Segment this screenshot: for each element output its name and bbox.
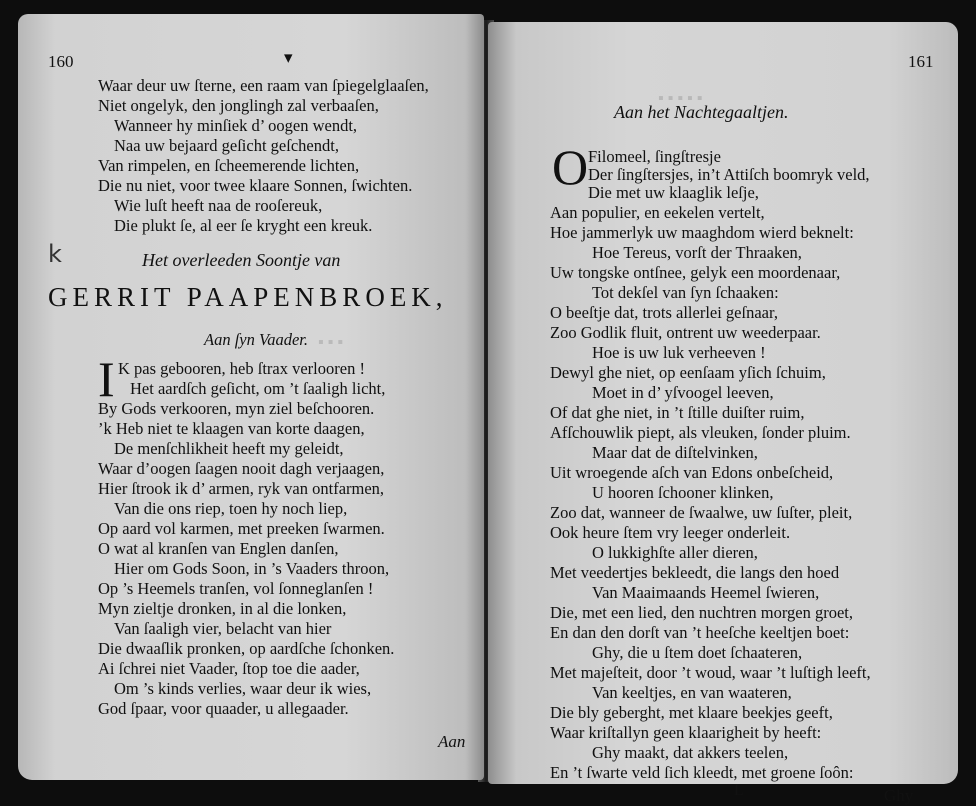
bleed-through: ▪ ▪ ▪ ▪ ▪ — [658, 90, 703, 107]
verse-line: Het aardſch geſicht, om ’t ſaaligh licht, — [130, 379, 386, 398]
verse-line: Niet ongelyk, den jonglingh zal verbaaſen, — [98, 96, 379, 115]
verse-line: Aan populier, en eekelen vertelt, — [550, 203, 765, 222]
verse-line: Van die ons riep, toen hy noch liep, — [114, 499, 348, 518]
verse-line: Die, met een lied, den nuchtren morgen groet, — [550, 603, 854, 622]
verse-line: Wie luſt heeft naa de rooſereuk, — [114, 196, 323, 215]
verse-line: Hoe Tereus, vorſt der Thraaken, — [592, 243, 802, 262]
verse-line: Tot dekſel van ſyn ſchaaken: — [592, 283, 779, 302]
handwritten-margin-mark: k — [48, 240, 62, 268]
verse-line: Filomeel, ſingſtresje — [588, 147, 721, 166]
left-page — [18, 14, 484, 780]
verse-line: God ſpaar, voor quaader, u allegaader. — [98, 699, 349, 718]
verse-line: Waar deur uw ſterne, een raam van ſpiegelglaaſen, — [98, 76, 429, 95]
verse-line: Op aard vol karmen, met preeken ſwarmen. — [98, 519, 385, 538]
verse-line: Ook heure ſtem vry leeger onderleit. — [550, 523, 791, 542]
verse-line: Zoo Godlik fluit, ontrent uw weederpaar. — [550, 323, 821, 342]
verse-line: Wanneer hy minſiek d’ oogen wendt, — [114, 116, 358, 135]
verse-line: O lukkighſte aller dieren, — [592, 543, 758, 562]
verse-line: Met majeſteit, door ’t woud, waar ’t luſtigh leeft, — [550, 663, 871, 682]
verse-line: O beeſtje dat, trots allerlei geſnaar, — [550, 303, 778, 322]
verse-line: Met veedertjes bekleedt, die langs den hoed — [550, 563, 840, 582]
verse-line: Dewyl ghe niet, op eenſaam yſich ſchuim, — [550, 363, 826, 382]
verse-line: By Gods verkooren, myn ziel beſchooren. — [98, 399, 375, 418]
verse-line: Ghy maakt, dat akkers teelen, — [592, 743, 789, 762]
verse-line: Waar d’oogen ſaagen nooit dagh verjaagen, — [98, 459, 385, 478]
verse-line: Uit wroegende aſch van Edons onbeſcheid, — [550, 463, 834, 482]
poem-heading: Het overleeden Soontje van — [142, 250, 341, 270]
verse-line: Myn zieltje dronken, in al die lonken, — [98, 599, 347, 618]
verse-line: Of dat ghe niet, in ’t ſtille duiſter ruim, — [550, 403, 805, 422]
verse-line: Van Maaimaands Heemel ſwieren, — [592, 583, 820, 602]
poem-title: GERRIT PAAPENBROEK, — [48, 282, 448, 312]
verse-line: Van rimpelen, en ſcheemerende lichten, — [98, 156, 360, 175]
verse-line: Hier ſtrook ik d’ armen, ryk van ontfarmen, — [98, 479, 385, 498]
ornament-mark: ▾ — [284, 48, 293, 67]
verse-line: En ’t ſwarte veld ſich kleedt, met groene ſoôn: — [550, 763, 854, 782]
bleed-through: ▪ ▪ ▪ — [318, 334, 344, 351]
verse-line: Om ’s kinds verlies, waar deur ik wies, — [114, 679, 372, 698]
verse-line: Die plukt ſe, al eer ſe kryght een kreuk. — [114, 216, 373, 235]
page-number-right: 161 — [908, 52, 934, 71]
verse-line: O wat al kranſen van Englen danſen, — [98, 539, 339, 558]
verse-line: Van keeltjes, en van waateren, — [592, 683, 792, 702]
right-page — [488, 22, 958, 805]
verse-line: Van ſaaligh vier, belacht van hier — [114, 619, 332, 638]
verse-line: Die dwaaſlik pronken, op aardſche ſchonken. — [98, 639, 395, 658]
verse-line: Afſchouwlik piept, als vleuken, ſonder pluim. — [550, 423, 851, 442]
verse-line: Ai ſchrei niet Vaader, ſtop toe die aader, — [98, 659, 360, 678]
verse-line: Waar kriſtallyn geen klaarigheit by heeft: — [550, 723, 822, 742]
verse-line: Der ſingſtersjes, in’t Attiſch boomryk veld, — [588, 165, 870, 184]
poem-dedication: Aan ſyn Vaader. — [204, 330, 309, 349]
verse-line: Die nu niet, voor twee klaare Sonnen, ſwichten. — [98, 176, 413, 195]
verse-line: Moet in d’ yſvoogel leeven, — [592, 383, 774, 402]
catchword-left: Aan — [438, 732, 466, 751]
verse-line: Hoe jammerlyk uw maaghdom wierd beknelt: — [550, 223, 854, 242]
verse-line: Uw tongske ontſnee, gelyk een moordenaar, — [550, 263, 841, 282]
verse-line: Ghy, die u ſtem doet ſchaateren, — [592, 643, 803, 662]
verse-line: ’k Heb niet te klaagen van korte daagen, — [98, 419, 365, 438]
verse-line: En dan den dorſt van ’t heeſche keeltjen boet: — [550, 623, 850, 642]
verse-line: Hoe is uw luk verheeven ! — [592, 343, 766, 362]
verse-line: Hier om Gods Soon, in ’s Vaaders throon, — [114, 559, 390, 578]
verse-line: Die met uw klaaglik leſje, — [588, 183, 759, 202]
verse-line: U hooren ſchooner klinken, — [592, 483, 774, 502]
poem-heading: Aan het Nachtegaaltjen. — [614, 102, 789, 122]
catchword-right: Ghy — [884, 786, 914, 805]
verse-line: De menſchlikheit heeft my geleidt, — [114, 439, 344, 458]
verse-line: Op ’s Heemels tranſen, vol ſonneglanſen ! — [98, 579, 374, 598]
signature-mark: L — [734, 782, 744, 799]
verse-line: Naa uw bejaard geſicht geſchendt, — [114, 136, 339, 155]
verse-line: Maar dat de diſtelvinken, — [592, 443, 758, 462]
drop-capital: I — [98, 351, 115, 407]
page-number-left: 160 — [48, 52, 74, 71]
verse-line: Zoo dat, wanneer de ſwaalwe, uw ſuſter, pleit, — [550, 503, 853, 522]
verse-line: Die bly geberght, met klaare beekjes geeft, — [550, 703, 833, 722]
drop-capital: O — [552, 139, 589, 195]
verse-line: K pas gebooren, heb ſtrax verlooren ! — [118, 359, 365, 378]
